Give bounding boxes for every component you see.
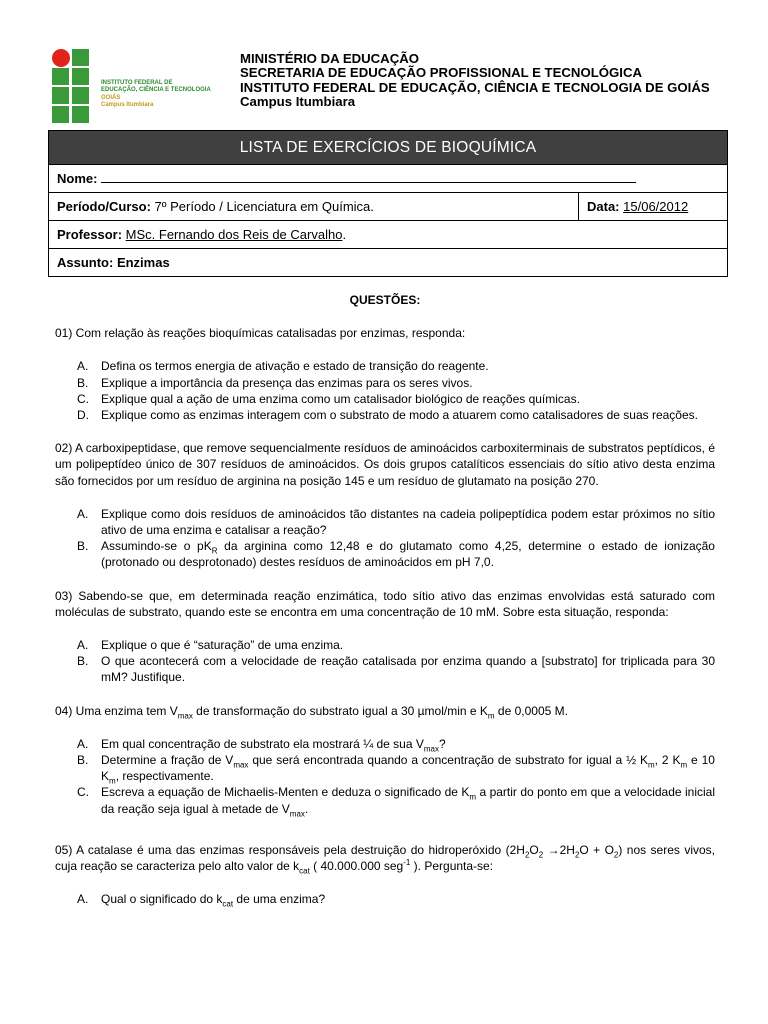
institute-logo [50,46,230,126]
question-2-items [55,506,715,571]
logo-mark [50,46,100,126]
institute-title: INSTITUTO FEDERAL DE EDUCAÇÃO, CIÊNCIA E TECNOLOGIA DE GOIÁS [240,79,710,95]
questions-heading: QUESTÕES: [349,293,421,307]
info-table [48,130,728,277]
professor-value: MSc. Fernando dos Reis de Carvalho [125,227,343,242]
list-item: A. Explique como dois resíduos de aminoácidos tão distantes na cadeia polipeptídica podem estar próximos no sítio ativo de uma enzima e catalisar a reação? [77,506,715,538]
list-item: B. Assumindo-se o $pK_R$ da arginina como 12,48 e do glutamato como 4,25, determine o estado de ionização (protonado ou desprotonado) destes resíduos de aminoácidos em pH 7,0. [77,539,715,570]
period-value: 7º Período / Licenciatura em Química. [154,199,374,214]
question-3: 03) Sabendo-se que, em determinada reação enzimática, todo sítio ativo das enzimas envolvidas está saturado com moléculas de substrato, quando este se encontra em uma concentração de 10 mM. Sobre esta situação, responda: [55,588,715,619]
question-5: 05) A catalase é uma das enzimas responsáveis pela destruição do hidroperóxido $(2H_2O_2 \to 2H_2O + O_2)$ nos seres vivos, cuja reação se caracteriza pelo alto valor de $k_{cat}$ ( 40.000.000 seg$^{-1}$ ). Pergunta-se: [55,842,715,876]
subject-row [49,249,728,277]
questions-section [55,292,715,907]
list-item: C. Escreva a equação de Michaelis-Menten e deduza o significado de $K_m$ a partir do ponto em que a velocidade inicial da reação seja igual à metade de $V_{max}$. [77,785,715,819]
subject-label: Assunto: Enzimas [57,255,170,270]
list-item: D. Explique como as enzimas interagem com o substrato de modo a atuarem como catalisadores de suas reações. [77,408,698,423]
question-4: 04) Uma enzima tem $V_{max}$ de transformação do substrato igual a 30 µmol/min e $K_m$ de 0,0005 M. [55,703,568,721]
list-item: A. Defina os termos energia de ativação e estado de transição do reagente. [77,359,489,374]
question-1: 01) Com relação às reações bioquímicas catalisadas por enzimas, responda: [55,326,466,341]
question-1-items [55,358,715,423]
professor-label: Professor: [57,227,123,242]
list-item: A. Em qual concentração de substrato ela mostrará ¼ de sua $V_{max}$? [77,736,446,754]
list-item: C. Explique qual a ação de uma enzima como um catalisador biológico de reações químicas. [77,391,580,406]
question-4-items [55,736,715,817]
list-item: B. O que acontecerá com a velocidade de reação catalisada por enzima quando a [substrato] for triplicada para 30 mM? Justifique. [77,654,715,685]
secretary-title: SECRETARIA DE EDUCAÇÃO PROFISSIONAL E TECNOLÓGICA [240,65,642,81]
list-title: LISTA DE EXERCÍCIOS DE BIOQUÍMICA [49,131,728,165]
question-5-items [55,891,715,907]
date-label: Data: [587,199,620,214]
date-value: 15/06/2012 [623,199,689,214]
list-item: A. Explique o que é “saturação” de uma enzima. [77,638,344,653]
campus-title: Campus Itumbiara [240,94,356,110]
period-cell [49,193,579,221]
question-2: 02) A carboxipeptidase, que remove sequencialmente resíduos de aminoácidos carboxiterminais de substratos peptídicos, é um polipeptídeo único de 307 resíduos de aminoácidos. Os dois grupos catalíticos essenciais do sítio ativo desta enzima são fornecidos por um resíduo de arginina na posição 145 e um resíduo de glutamato na posição 270. [55,441,715,488]
list-item: B. Determine a fração de $V_{max}$ que será encontrada quando a concentração de substrato for igual a ½ $K_m$, 2 $K_m$ e 10 $K_m$, respectivamente. [77,753,715,786]
professor-row: Professor: MSc. Fernando dos Reis de Carvalho. [49,221,728,249]
list-item: B. Explique a importância da presença das enzimas para os seres vivos. [77,375,473,390]
question-3-items [55,637,715,686]
name-label: Nome: [57,171,98,186]
date-cell [579,193,728,221]
period-label: Período/Curso: [57,199,151,214]
name-field[interactable] [101,171,636,183]
list-item: A. Qual o significado do $k_{cat}$ de uma enzima? [77,892,326,909]
ministry-title: MINISTÉRIO DA EDUCAÇÃO [240,51,420,66]
name-row [49,165,728,193]
header-titles [240,52,710,110]
logo-text: INSTITUTO FEDERAL DE EDUCAÇÃO, CIÊNCIA E TECNOLOGIA GOIÁS Campus Itumbiara [101,80,211,108]
